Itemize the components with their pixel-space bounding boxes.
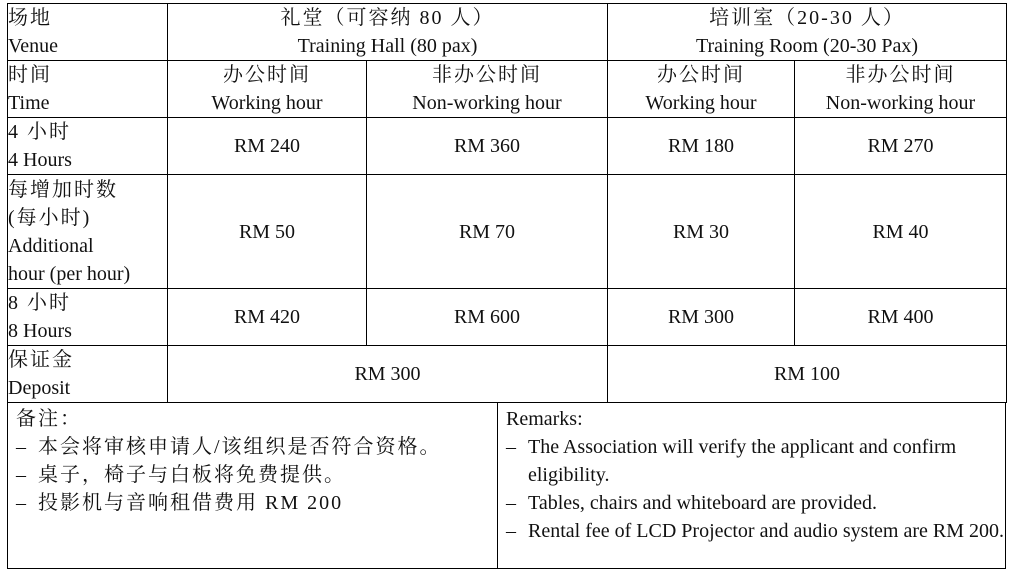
deposit-label	[8, 346, 168, 403]
rental-rate-document	[7, 3, 1006, 569]
time-label-en: Time	[8, 92, 50, 114]
time-header-row	[8, 61, 1007, 118]
hall-working-hour-header	[168, 61, 367, 118]
row-label-line: hour (per hour)	[8, 262, 131, 285]
room-non-working-hour-header	[795, 61, 1007, 118]
price-cell: RM 400	[795, 289, 1007, 346]
eight-hours-label	[8, 289, 168, 346]
price-cell: RM 30	[608, 175, 795, 289]
room-working-hour-header	[608, 61, 795, 118]
additional-hour-label	[8, 175, 168, 289]
price-cell: RM 300	[608, 289, 795, 346]
price-cell: RM 50	[168, 175, 367, 289]
training-hall-zh: 礼堂（可容纳 80 人）	[280, 7, 495, 29]
non-working-hour-en: Non-working hour	[412, 92, 562, 114]
four-hours-row	[8, 118, 1007, 175]
training-room-en: Training Room (20-30 Pax)	[695, 35, 919, 57]
hall-non-working-hour-header	[367, 61, 608, 118]
row-label-line: 8 小时	[8, 292, 71, 314]
time-label-cell	[8, 61, 168, 118]
remark-item: – 投影机与音响租借费用 RM 200	[16, 489, 497, 517]
remarks-en	[498, 403, 1005, 568]
working-hour-en: Working hour	[645, 92, 757, 114]
training-room-header	[608, 4, 1007, 61]
remarks-section	[7, 403, 1006, 569]
deposit-label-en: Deposit	[8, 377, 71, 399]
training-hall-header	[168, 4, 608, 61]
non-working-hour-zh: 非办公时间	[432, 64, 542, 86]
non-working-hour-zh: 非办公时间	[845, 64, 956, 86]
price-cell: RM 180	[608, 118, 795, 175]
remarks-zh	[8, 403, 498, 568]
price-cell: RM 270	[795, 118, 1007, 175]
row-label-line: (每小时)	[8, 206, 92, 229]
four-hours-label	[8, 118, 168, 175]
row-label-line: Additional	[8, 234, 94, 257]
price-cell: RM 240	[168, 118, 367, 175]
remarks-en-list	[506, 433, 1005, 545]
rental-rate-table	[7, 3, 1007, 403]
hall-deposit-value: RM 300	[168, 346, 608, 403]
price-cell: RM 420	[168, 289, 367, 346]
remarks-zh-list	[16, 433, 497, 517]
remark-item: – 桌子，椅子与白板将免费提供。	[16, 461, 497, 489]
training-room-zh: 培训室（20-30 人）	[709, 7, 905, 29]
deposit-label-zh: 保证金	[8, 349, 74, 371]
price-cell: RM 600	[367, 289, 608, 346]
row-label-line: 4 小时	[8, 121, 71, 143]
row-label-line: 每增加时数	[8, 178, 118, 201]
venue-label-zh: 场地	[8, 7, 52, 29]
remark-item: – The Association will verify the applicant and confirm eligibility.	[506, 433, 1005, 489]
non-working-hour-en: Non-working hour	[825, 92, 976, 114]
room-deposit-value: RM 100	[608, 346, 1007, 403]
row-label-line: 8 Hours	[8, 320, 72, 342]
venue-header-row	[8, 4, 1007, 61]
remark-item: – 本会将审核申请人/该组织是否符合资格。	[16, 433, 497, 461]
deposit-row	[8, 346, 1007, 403]
time-label-zh: 时间	[8, 64, 52, 86]
price-cell: RM 40	[795, 175, 1007, 289]
remark-item: – Rental fee of LCD Projector and audio system are RM 200.	[506, 517, 1005, 545]
additional-hour-row	[8, 175, 1007, 289]
remark-item: – Tables, chairs and whiteboard are provided.	[506, 489, 1005, 517]
training-hall-en: Training Hall (80 pax)	[297, 35, 478, 57]
price-cell: RM 360	[367, 118, 608, 175]
working-hour-zh: 办公时间	[223, 64, 311, 86]
venue-label-cell	[8, 4, 168, 61]
remarks-zh-title: 备注：	[16, 408, 82, 430]
venue-label-en: Venue	[8, 35, 58, 57]
price-cell: RM 70	[367, 175, 608, 289]
eight-hours-row	[8, 289, 1007, 346]
remarks-en-title: Remarks:	[506, 408, 583, 430]
working-hour-zh: 办公时间	[657, 64, 745, 86]
working-hour-en: Working hour	[211, 92, 323, 114]
row-label-line: 4 Hours	[8, 149, 72, 171]
